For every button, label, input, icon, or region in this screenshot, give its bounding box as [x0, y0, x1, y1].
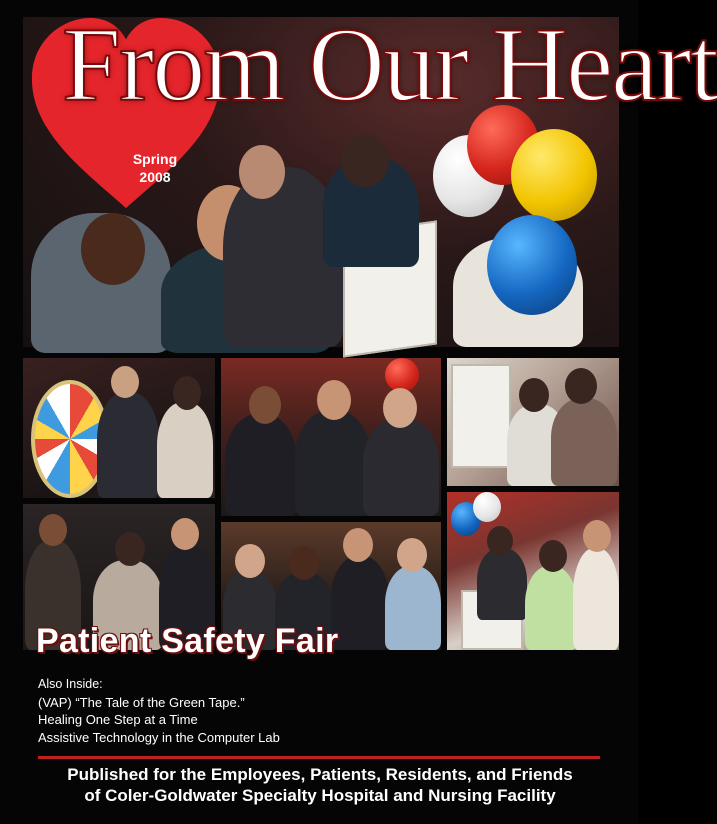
attendee-head [39, 514, 67, 546]
attendee-figure [573, 548, 619, 650]
attendee-head [111, 366, 139, 398]
divider-rule [38, 756, 600, 759]
attendee-figure [525, 566, 577, 650]
attendee-head [81, 213, 145, 285]
attendee-figure [385, 566, 441, 650]
attendee-figure [157, 402, 213, 498]
edition-season: Spring [132, 151, 178, 167]
also-inside-label: Also Inside: [38, 677, 103, 691]
poster-board [451, 364, 511, 468]
booth-demo-photo [447, 492, 619, 650]
attendee-figure [477, 548, 527, 620]
edition-label [122, 150, 188, 186]
attendee-figure [551, 398, 617, 486]
also-inside-item: Healing One Step at a Time [38, 712, 198, 727]
footer-line: Published for the Employees, Patients, Residents, and Friends [67, 765, 573, 784]
attendee-head [115, 532, 145, 566]
also-inside-list [38, 676, 280, 746]
attendee-head [173, 376, 201, 410]
blue-balloon [487, 215, 577, 315]
attendee-figure [97, 392, 159, 498]
attendee-head [239, 145, 285, 199]
also-inside-item: Assistive Technology in the Computer Lab [38, 729, 280, 745]
attendee-head [383, 388, 417, 428]
also-inside-item: (VAP) “The Tale of the Green Tape.” [38, 694, 245, 710]
attendee-figure [295, 410, 371, 516]
attendee-head [235, 544, 265, 578]
attendee-head [289, 546, 319, 580]
attendee-head [343, 528, 373, 562]
three-men-photo [221, 358, 441, 516]
attendee-head [519, 378, 549, 412]
attendee-figure [225, 414, 297, 516]
attendee-head [565, 368, 597, 404]
attendee-head [341, 135, 389, 187]
poster-demo-photo [447, 358, 619, 486]
attendee-head [583, 520, 611, 552]
edition-year: 2008 [139, 169, 171, 185]
footer-line: of Coler-Goldwater Specialty Hospital and Nursing Facility [84, 786, 556, 805]
attendee-head [171, 518, 199, 550]
attendee-head [249, 386, 281, 424]
attendee-head [317, 380, 351, 420]
attendee-figure [363, 418, 439, 516]
cover-headline: Patient Safety Fair [36, 622, 339, 660]
attendee-figure [331, 556, 389, 650]
attendee-head [539, 540, 567, 572]
red-balloon [385, 358, 419, 392]
white-balloon [473, 492, 501, 522]
attendee-head [397, 538, 427, 572]
yellow-balloon [511, 129, 597, 221]
masthead-title: From Our Heart [62, 6, 717, 123]
publication-footer [24, 764, 616, 806]
prize-wheel-photo [23, 358, 215, 498]
attendee-head [487, 526, 513, 556]
